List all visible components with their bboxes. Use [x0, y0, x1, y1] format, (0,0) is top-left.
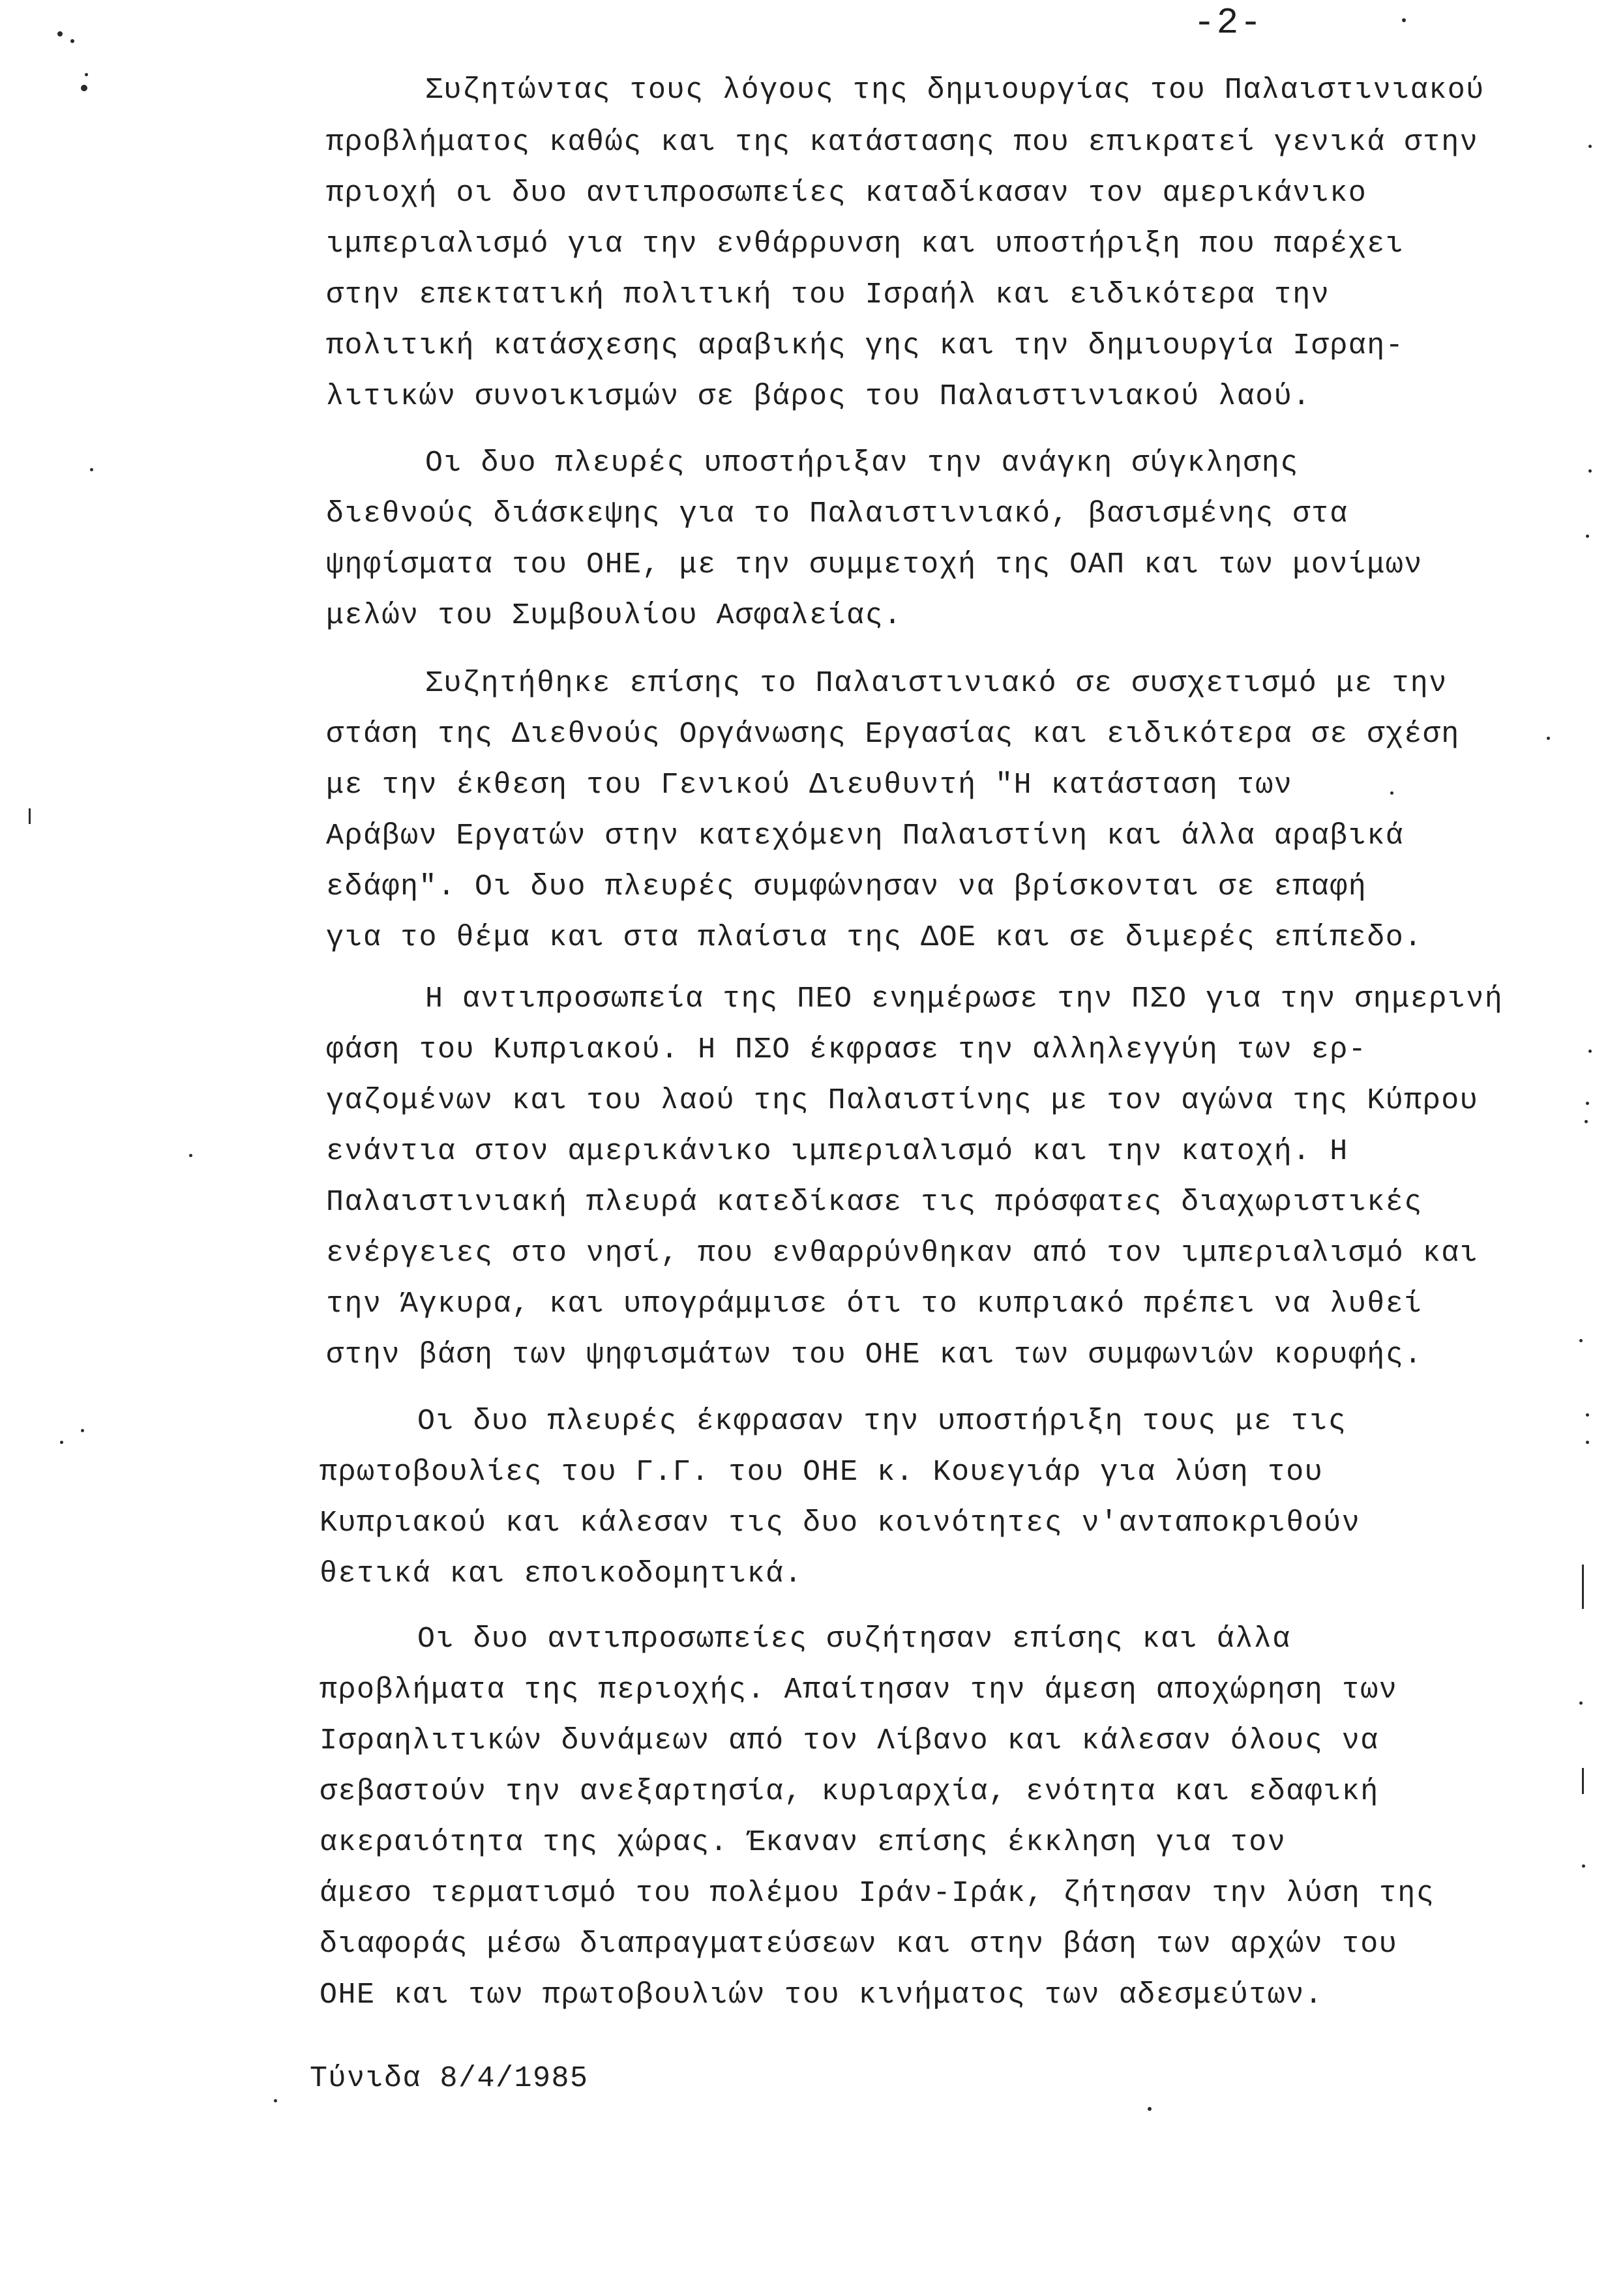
scan-speck — [1585, 1120, 1588, 1123]
paragraph-line: με την έκθεση του Γενικού Διευθυντή "Η κατάσταση των — [326, 769, 1293, 802]
paragraph-line: την Άγκυρα, και υπογράμμισε ότι το κυπριακό πρέπει να λυθεί — [326, 1288, 1423, 1321]
paragraph-line: πολιτική κατάσχεσης αραβικής γης και την δημιουργία Ισραη- — [326, 329, 1405, 362]
paragraph-line: πρωτοβουλίες του Γ.Γ. του ΟΗΕ κ. Κουεγιάρ για λύση του — [320, 1456, 1324, 1489]
paragraph-line: Οι δυο αντιπροσωπείες συζήτησαν επίσης και άλλα — [417, 1623, 1291, 1656]
page-number: -2- — [1193, 2, 1263, 44]
scan-speck — [1547, 737, 1550, 740]
scan-speck — [1390, 791, 1393, 795]
paragraph-line: Οι δυο πλευρές υποστήριξαν την ανάγκη σύγκλησης — [425, 447, 1299, 480]
paragraph-line: προβλήματος καθώς και της κατάστασης που επικρατεί γενικά στην — [326, 126, 1479, 159]
scan-mark — [1582, 1565, 1584, 1609]
scan-speck — [189, 1154, 192, 1157]
paragraph-line: στην βάση των ψηφισμάτων του ΟΗΕ και των συμφωνιών κορυφής. — [326, 1338, 1423, 1372]
paragraph-line: για το θέμα και στα πλαίσια της ΔΟΕ και σε διμερές επίπεδο. — [326, 921, 1423, 954]
scan-speck — [1586, 1441, 1589, 1444]
paragraph-line: Η αντιπροσωπεία της ΠΕΟ ενημέρωσε την ΠΣΟ για την σημερινή — [425, 982, 1504, 1016]
paragraph-line: Συζητήθηκε επίσης το Παλαιστινιακό σε συσχετισμό με την — [425, 667, 1448, 700]
scan-speck — [1586, 1102, 1589, 1105]
paragraph-line: σεβαστούν την ανεξαρτησία, κυριαρχία, ενότητα και εδαφική — [320, 1775, 1379, 1808]
paragraph-line: στάση της Διεθνούς Οργάνωσης Εργασίας και ειδικότερα σε σχέση — [326, 718, 1460, 751]
scan-mark — [1582, 1768, 1584, 1794]
scan-speck — [90, 468, 93, 471]
paragraph-line: λιτικών συνοικισμών σε βάρος του Παλαιστινιακού λαού. — [326, 380, 1311, 413]
scan-speck — [1586, 535, 1589, 538]
paragraph-line: στην επεκτατική πολιτική του Ισραήλ και ειδικότερα την — [326, 278, 1330, 312]
scan-speck — [60, 1441, 63, 1444]
scan-speck — [1586, 1413, 1589, 1417]
paragraph-line: Αράβων Εργατών στην κατεχόμενη Παλαιστίνη και άλλα αραβικά — [326, 819, 1405, 853]
place-date-line: Τύνιδα 8/4/1985 — [310, 2062, 589, 2095]
paragraph-line: φάση του Κυπριακού. Η ΠΣΟ έκφρασε την αλληλεγγύη των ερ- — [326, 1033, 1367, 1067]
paragraph-line: εδάφη". Οι δυο πλευρές συμφώνησαν να βρίσκονται σε επαφή — [326, 870, 1367, 904]
paragraph-line: ενάντια στον αμερικάνικο ιμπεριαλισμό και την κατοχή. Η — [326, 1135, 1348, 1168]
paragraph-line: ψηφίσματα του ΟΗΕ, με την συμμετοχή της ΟΑΠ και των μονίμων — [326, 548, 1423, 581]
scan-speck — [1588, 469, 1592, 473]
paragraph-line: άμεσο τερματισμό του πολέμου Ιράν-Ιράκ, ζήτησαν την λύση της — [320, 1877, 1435, 1910]
paragraph-line: ακεραιότητα της χώρας. Έκαναν επίσης έκκληση για τον — [320, 1826, 1287, 1859]
paragraph-line: προβλήματα της περιοχής. Απαίτησαν την άμεση αποχώρηση των — [320, 1673, 1398, 1707]
scan-speck — [70, 39, 74, 43]
scan-speck — [1579, 1339, 1583, 1342]
scan-speck — [1588, 145, 1592, 148]
paragraph-line: Συζητώντας τους λόγους της δημιουργίας του Παλαιστινιακού — [425, 74, 1485, 107]
paragraph-line: διεθνούς διάσκεψης για το Παλαιστινιακό, βασισμένης στα — [326, 497, 1348, 531]
scan-speck — [1588, 1050, 1592, 1053]
paragraph-line: μελών του Συμβουλίου Ασφαλείας. — [326, 599, 902, 632]
paragraph-line: ΟΗΕ και των πρωτοβουλιών του κινήματος των αδεσμεύτων. — [320, 1979, 1324, 2012]
scan-speck — [81, 1429, 84, 1432]
scan-speck — [1148, 2107, 1152, 2111]
scan-speck — [274, 2099, 277, 2102]
scan-speck — [85, 73, 88, 76]
scan-mark — [29, 808, 31, 824]
paragraph-line: ενέργειες στο νησί, που ενθαρρύνθηκαν από τον ιμπεριαλισμό και — [326, 1237, 1479, 1270]
paragraph-line: Ισραηλιτικών δυνάμεων από τον Λίβανο και κάλεσαν όλους να — [320, 1724, 1379, 1758]
scan-speck — [1402, 18, 1406, 22]
scan-speck — [81, 85, 87, 91]
paragraph-line: Κυπριακού και κάλεσαν τις δυο κοινότητες ν'ανταποκριθούν — [320, 1507, 1361, 1540]
paragraph-line: πριοχή οι δυο αντιπροσωπείες καταδίκασαν τον αμερικάνικο — [326, 177, 1367, 210]
paragraph-line: ιμπεριαλισμό για την ενθάρρυνση και υποστήριξη που παρέχει — [326, 228, 1405, 261]
paragraph-line: Παλαιστινιακή πλευρά κατεδίκασε τις πρόσφατες διαχωριστικές — [326, 1186, 1423, 1219]
scan-speck — [1582, 1864, 1585, 1868]
paragraph-line: θετικά και εποικοδομητικά. — [320, 1557, 803, 1591]
scan-speck — [1579, 1701, 1583, 1705]
scan-speck — [57, 31, 63, 37]
paragraph-line: γαζομένων και του λαού της Παλαιστίνης με τον αγώνα της Κύπρου — [326, 1084, 1479, 1117]
paragraph-line: Οι δυο πλευρές έκφρασαν την υποστήριξη τους με τις — [417, 1405, 1347, 1438]
paragraph-line: διαφοράς μέσω διαπραγματεύσεων και στην βάση των αρχών του — [320, 1928, 1398, 1961]
